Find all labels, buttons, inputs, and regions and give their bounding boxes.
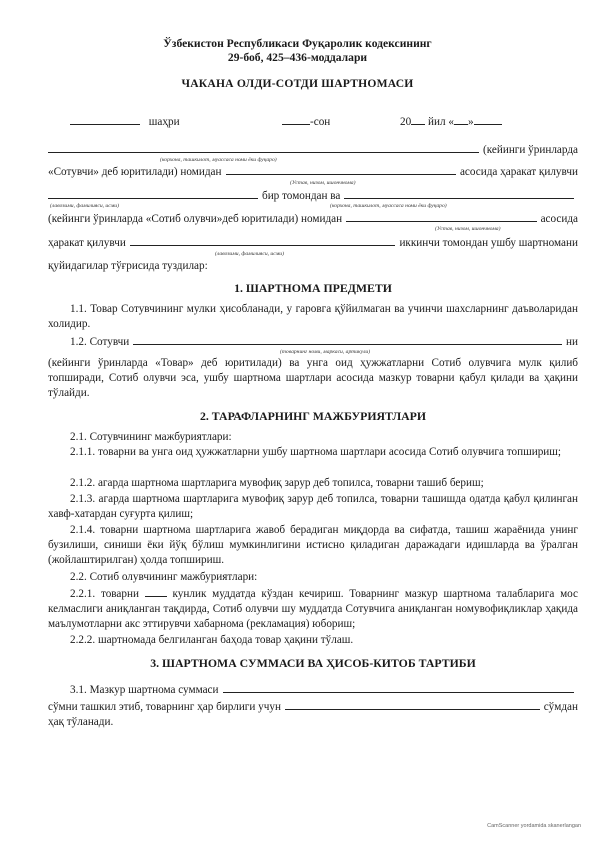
clause-2-2-2: 2.2.2. шартномада белгиланган баҳода товар ҳақини тўлаш.	[70, 634, 354, 646]
section-3-title: 3. ШАРТНОМА СУММАСИ ВА ҲИСОБ-КИТОБ ТАРТИБИ	[150, 656, 476, 670]
clause-1-1: 1.1. Товар Сотувчининг мулки ҳисобланади, у гаровга қўйилмаган ва учинчи шахсларнинг даъволаридан холидир.	[48, 303, 578, 330]
party-line-4	[48, 211, 578, 227]
month-blank[interactable]	[474, 114, 502, 125]
note-position-2: (лавозими, фамилияси, исми)	[215, 251, 284, 257]
date-row	[400, 114, 502, 130]
note-org-2: (корхона, ташкилот, муассаса номи ёки фуқаро)	[330, 203, 447, 209]
section-2-title: 2. ТАРАФЛАРНИНГ МАЖБУРИЯТЛАРИ	[199, 409, 427, 423]
clause-2-1: 2.1. Сотувчининг мажбуриятлари:	[70, 431, 232, 443]
clause-3-1-line-2-end: сўмдан	[543, 701, 578, 713]
day-close-quote: »	[467, 116, 474, 128]
year-blank[interactable]	[411, 114, 425, 125]
party-line-2	[48, 164, 578, 180]
clause-2-1-2: 2.1.2. агарда шартнома шартларига мувофиқ зарур деб топилса, товарни ташиб бериш;	[70, 477, 484, 489]
year-prefix: 20	[400, 116, 412, 128]
goods-name-blank[interactable]	[133, 334, 562, 345]
clause-3-1-line-2-start: сўмни ташкил этиб, товарнинг ҳар бирлиги учун	[48, 701, 281, 713]
clause-2-1-4: 2.1.4. товарни шартнома шартларига жавоб берадиган миқдорда ва сифатда, ташиш жараёнида унинг бузилиши, синиши ёки йўқ бўлиш мумкинлигини истисно қиладиган даражадаги идишларда ва ўралган (жойлаштирилган) ҳолда топшириш.	[48, 524, 578, 566]
party-line-3-mid: бир томондан ва	[262, 190, 341, 202]
header-line-2: 29-боб, 425–436-моддалари	[227, 51, 368, 64]
party-line-3	[48, 188, 578, 204]
clause-2-2-1	[48, 586, 578, 632]
seller-basis-blank[interactable]	[226, 164, 456, 175]
contract-sum-blank[interactable]	[223, 682, 575, 693]
party-line-5-end: иккинчи томондан ушбу шартномани	[399, 237, 578, 249]
clause-3-1-line-1	[48, 682, 578, 698]
day-blank[interactable]	[454, 114, 468, 125]
document-title: ЧАКАНА ОЛДИ-СОТДИ ШАРТНОМАСИ	[181, 77, 414, 90]
inspection-days-blank[interactable]	[145, 586, 167, 597]
buyer-rep-blank[interactable]	[130, 235, 396, 246]
header-line-1: Ўзбекистон Республикаси Фуқаролик кодексининг	[163, 37, 432, 50]
party-line-5-start: ҳаракат қилувчи	[48, 237, 126, 249]
clause-3-1-line-3: ҳақ тўланади.	[48, 716, 114, 728]
clause-1-2-rest: (кейинги ўринларда «Товар» деб юритилади) ва унга оид ҳужжатларни Сотиб олувчига мулк қилиб топширади, Сотиб олувчи эса, ушбу шартнома шартлари асосида мазкур товарни қабул қилади ва ҳақини тўлайди.	[48, 357, 578, 399]
clause-2-1-1: 2.1.1. товарни ва унга оид ҳужжатларни ушбу шартнома шартлари асосида Сотиб олувчига топшириш;	[70, 446, 561, 458]
number-row	[282, 114, 330, 130]
party-line-5	[48, 235, 578, 251]
clause-2-1-3: 2.1.3. агарда шартнома шартларига мувофиқ зарур деб топилса, товарни ташишда одатда қабул қилинган хавф-хатардан суғурта қилиш;	[48, 493, 578, 520]
city-label: шаҳри	[148, 116, 180, 128]
scanner-watermark: CamScanner yordamida skanerlangan	[487, 823, 581, 829]
city-blank[interactable]	[70, 114, 140, 125]
party-line-1	[48, 142, 578, 158]
note-charter-2: (Устав, низом, ишончнома)	[435, 226, 501, 232]
seller-org-blank[interactable]	[48, 142, 479, 153]
clause-2-2-1-start: 2.2.1. товарни	[70, 588, 139, 600]
clause-1-2-line	[48, 334, 578, 350]
party-line-1-end: (кейинги ўринларда	[483, 144, 578, 156]
number-blank[interactable]	[282, 114, 310, 125]
clause-1-2-end: ни	[566, 336, 578, 348]
note-org: (корхона, ташкилот, муассаса номи ёки фуқаро)	[160, 157, 277, 163]
party-line-6: қуйидагилар тўғрисида туздилар:	[48, 260, 208, 272]
number-label: -сон	[310, 116, 331, 128]
party-line-4-start: (кейинги ўринларда «Сотиб олувчи»деб юритилади) номидан	[48, 213, 343, 225]
note-position-1: (лавозими, фамилияси, исми)	[50, 203, 119, 209]
party-line-4-end: асосида	[540, 213, 578, 225]
clause-1-2-start: 1.2. Сотувчи	[70, 336, 130, 348]
note-goods: (товарнинг номи, маркаси, артикули)	[280, 349, 371, 355]
city-row	[70, 114, 180, 130]
party-line-2-end: асосида ҳаракат қилувчи	[459, 166, 578, 178]
unit-price-blank[interactable]	[285, 699, 540, 710]
note-charter: (Устав, низом, ишончнома)	[290, 180, 356, 186]
year-suffix: йил «	[427, 116, 454, 128]
clause-2-2-1-rest: кунлик муддатда кўздан кечириш. Товарнинг мазкур шартнома талабларига мос келмаслиги аниқланган тақдирда, Сотиб олувчи шу муддатда Сотувчига аниқланган номувофиқликлар ҳақида маълумотларни акс эттирувчи хабарнома (рекламация) юбориш;	[48, 588, 578, 630]
buyer-org-blank[interactable]	[344, 188, 574, 199]
section-1-title: 1. ШАРТНОМА ПРЕДМЕТИ	[234, 281, 392, 295]
clause-3-1-line-2	[48, 699, 578, 715]
party-line-2-start: «Сотувчи» деб юритилади) номидан	[48, 166, 222, 178]
seller-rep-blank[interactable]	[48, 188, 258, 199]
clause-2-2: 2.2. Сотиб олувчининг мажбуриятлари:	[70, 571, 258, 583]
clause-3-1-start: 3.1. Мазкур шартнома суммаси	[70, 684, 219, 696]
buyer-basis-blank[interactable]	[346, 211, 536, 222]
